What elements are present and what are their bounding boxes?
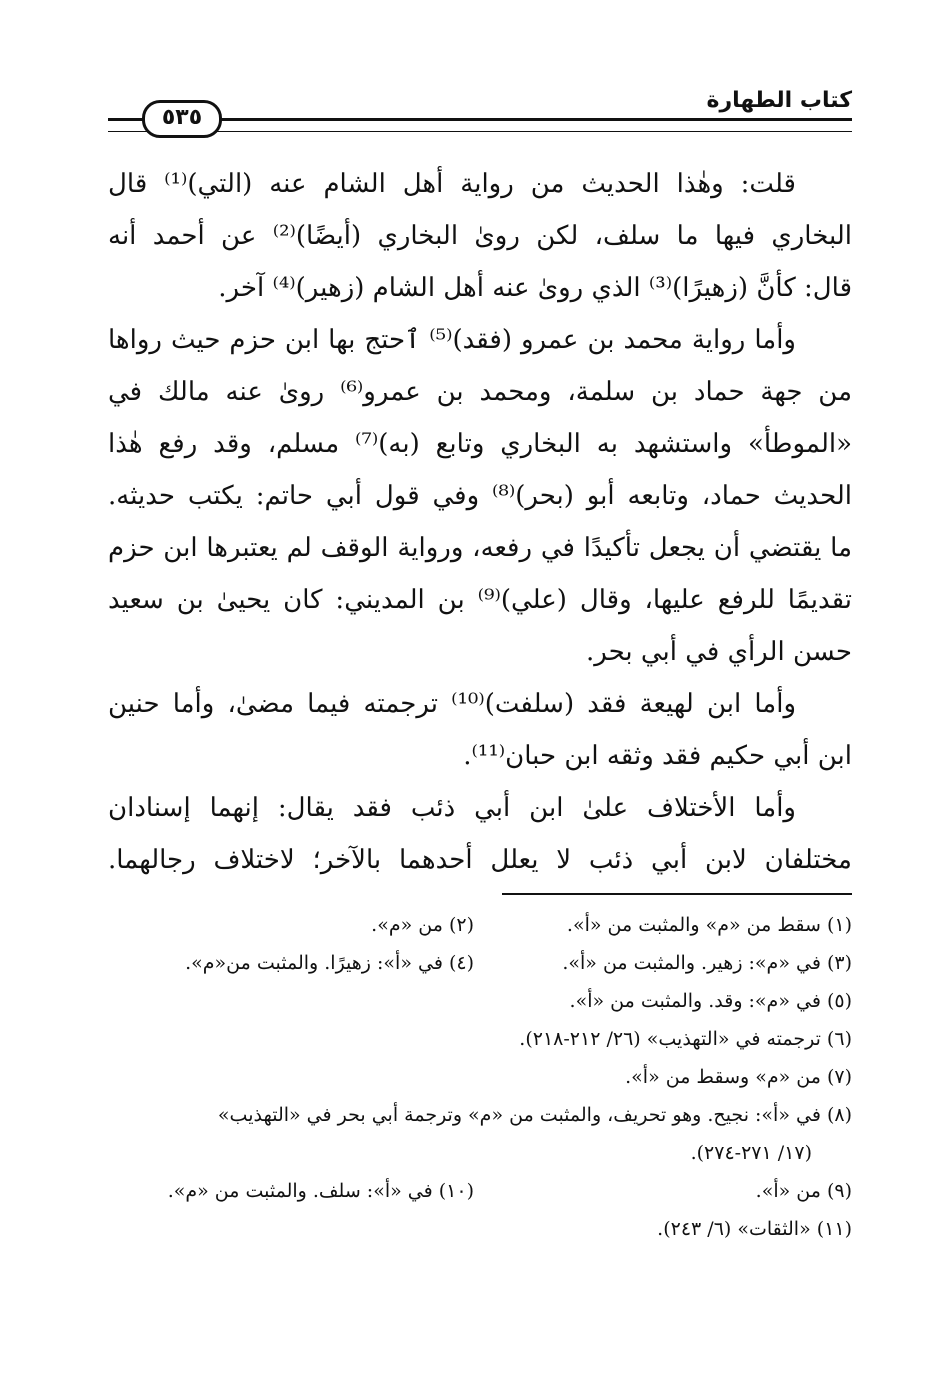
text-line: من جهة حماد بن سلمة، ومحمد بن عمرو⁽⁶⁾ روىٰ عنه مالك في xyxy=(108,377,852,407)
text-line: ابن أبي حكيم فقد وثقه ابن حبان⁽¹¹⁾. xyxy=(463,741,852,771)
text-line: وأما ابن لهيعة فقد (سلفت)⁽¹⁰⁾ ترجمته فيما مضىٰ، وأما حنين xyxy=(108,689,796,719)
text-line: حسن الرأي في أبي بحر. xyxy=(585,637,852,667)
text-line: وأما الأختلاف علىٰ ابن أبي ذئب فقد يقال: إنهما إسنادان xyxy=(108,793,796,823)
footnote-4: (٤) في «أ»: زهيرًا. والمثبت من«م». xyxy=(185,952,474,974)
footnote-2: (٢) من «م». xyxy=(371,914,474,936)
footnote-8: (٨) في «أ»: نجيح. وهو تحريف، والمثبت من «م» وترجمة أبي بحر في «التهذيب» xyxy=(217,1104,852,1126)
footnote-8-continued: (١٧/ ٢٧١-٢٧٤). xyxy=(690,1142,812,1164)
text-line: وأما رواية محمد بن عمرو (فقد)⁽⁵⁾ ٱحتج بها ابن حزم حيث رواها xyxy=(108,325,796,355)
page-number: ٥٣٥ xyxy=(142,100,222,138)
footnote-row xyxy=(108,906,852,944)
footnote-6: (٦) ترجمته في «التهذيب» (٢٦/ ٢١٢-٢١٨). xyxy=(519,1028,852,1050)
text-line: البخاري فيها ما سلف، لكن روىٰ البخاري (أيضًا)⁽²⁾ عن أحمد أنه xyxy=(108,221,852,251)
footnote-row xyxy=(108,1172,852,1210)
footnote-7: (٧) من «م» وسقط من «أ». xyxy=(625,1066,852,1088)
footnote-10: (١٠) في «أ»: سلف. والمثبت من «م». xyxy=(167,1180,474,1202)
footnotes xyxy=(108,906,852,1248)
text-line: الحديث حماد، وتابعه أبو (بحر)⁽⁸⁾ وفي قول أبي حاتم: يكتب حديثه. xyxy=(108,481,852,511)
footnote-5: (٥) في «م»: وقد. والمثبت من «أ». xyxy=(569,990,852,1012)
chapter-title: كتاب الطهارة xyxy=(706,88,852,113)
text-line: ما يقتضي أن يجعل تأكيدًا في رفعه، ورواية الوقف لم يعتبرها ابن حزم xyxy=(108,533,852,563)
text-line: قلت: وهٰذا الحديث من رواية أهل الشام عنه (التي)⁽¹⁾ قال xyxy=(108,169,796,199)
text-line: قال: كأنَّ (زهيرًا)⁽³⁾ الذي روىٰ عنه أهل الشام (زهير)⁽⁴⁾ آخر. xyxy=(218,273,852,303)
text-line: «الموطأ» واستشهد به البخاري وتابع (به)⁽⁷⁾ مسلم، وقد رفع هٰذا xyxy=(108,429,852,459)
footnote-1: (١) سقط من «م» والمثبت من «أ». xyxy=(566,914,852,936)
footnote-3: (٣) في «م»: زهير. والمثبت من «أ». xyxy=(562,952,852,974)
footnote-row xyxy=(108,944,852,982)
page-header xyxy=(108,88,852,138)
footnote-separator xyxy=(502,893,852,895)
footnote-11: (١١) «الثقات» (٦/ ٢٤٣). xyxy=(657,1218,852,1240)
text-line: مختلفان لابن أبي ذئب لا يعلل أحدهما بالآخر؛ لاختلاف رجالهما. xyxy=(108,845,852,875)
text-line: تقديمًا للرفع عليها، وقال (علي)⁽⁹⁾ بن المديني: كان يحيىٰ بن سعيد xyxy=(108,585,852,615)
footnote-9: (٩) من «أ». xyxy=(755,1180,852,1202)
main-text xyxy=(108,158,852,886)
